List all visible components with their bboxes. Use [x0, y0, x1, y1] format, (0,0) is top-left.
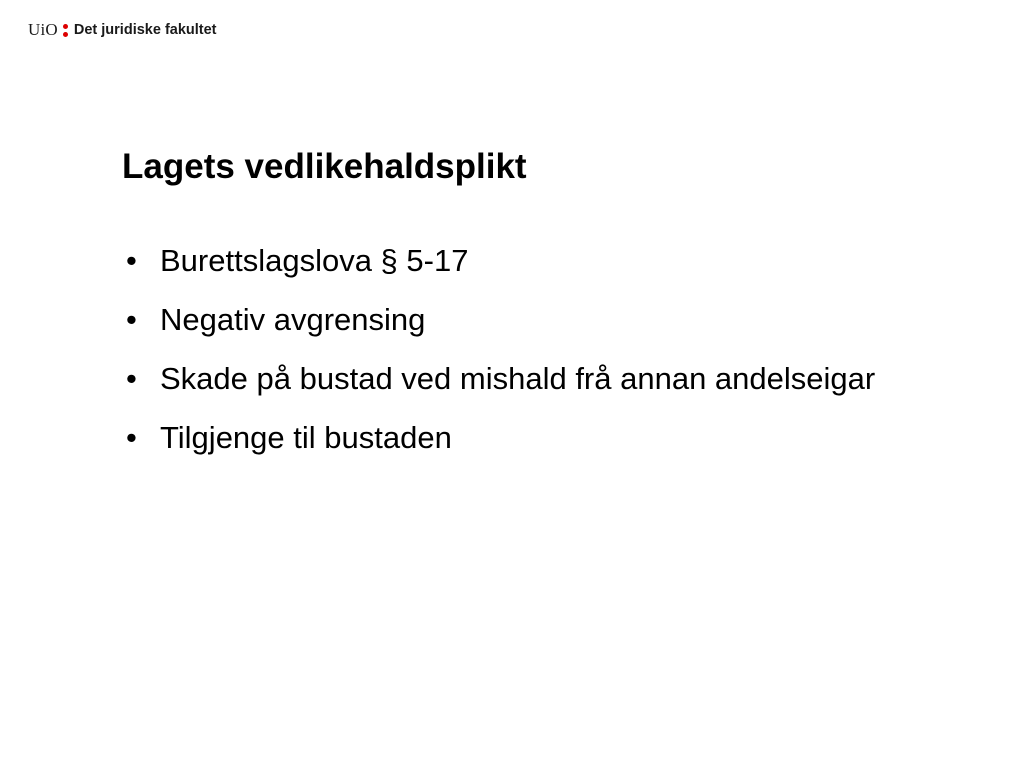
bullet-dot-icon: • [126, 243, 137, 278]
bullet-text: Negativ avgrensing [160, 302, 426, 337]
logo-dot-top [63, 24, 68, 29]
bullet-text: Tilgjenge til bustaden [160, 420, 452, 455]
bullet-list [122, 240, 912, 476]
uio-logo [28, 18, 217, 42]
bullet-dot-icon: • [126, 420, 137, 455]
bullet-item [122, 358, 912, 399]
slide-title: Lagets vedlikehaldsplikt [122, 147, 527, 186]
logo-dot-bottom [63, 32, 68, 37]
bullet-dot-icon: • [126, 361, 137, 396]
bullet-text: Skade på bustad ved mishald frå annan andelseigar [160, 361, 876, 396]
faculty-name: Det juridiske fakultet [73, 22, 217, 38]
bullet-item [122, 299, 912, 340]
bullet-text: Burettslagslova § 5-17 [160, 243, 469, 278]
logo-uio-text: UiO [28, 20, 58, 39]
bullet-item [122, 240, 912, 281]
bullet-item [122, 417, 912, 458]
bullet-dot-icon: • [126, 302, 137, 337]
logo-colon-icon [63, 22, 68, 38]
